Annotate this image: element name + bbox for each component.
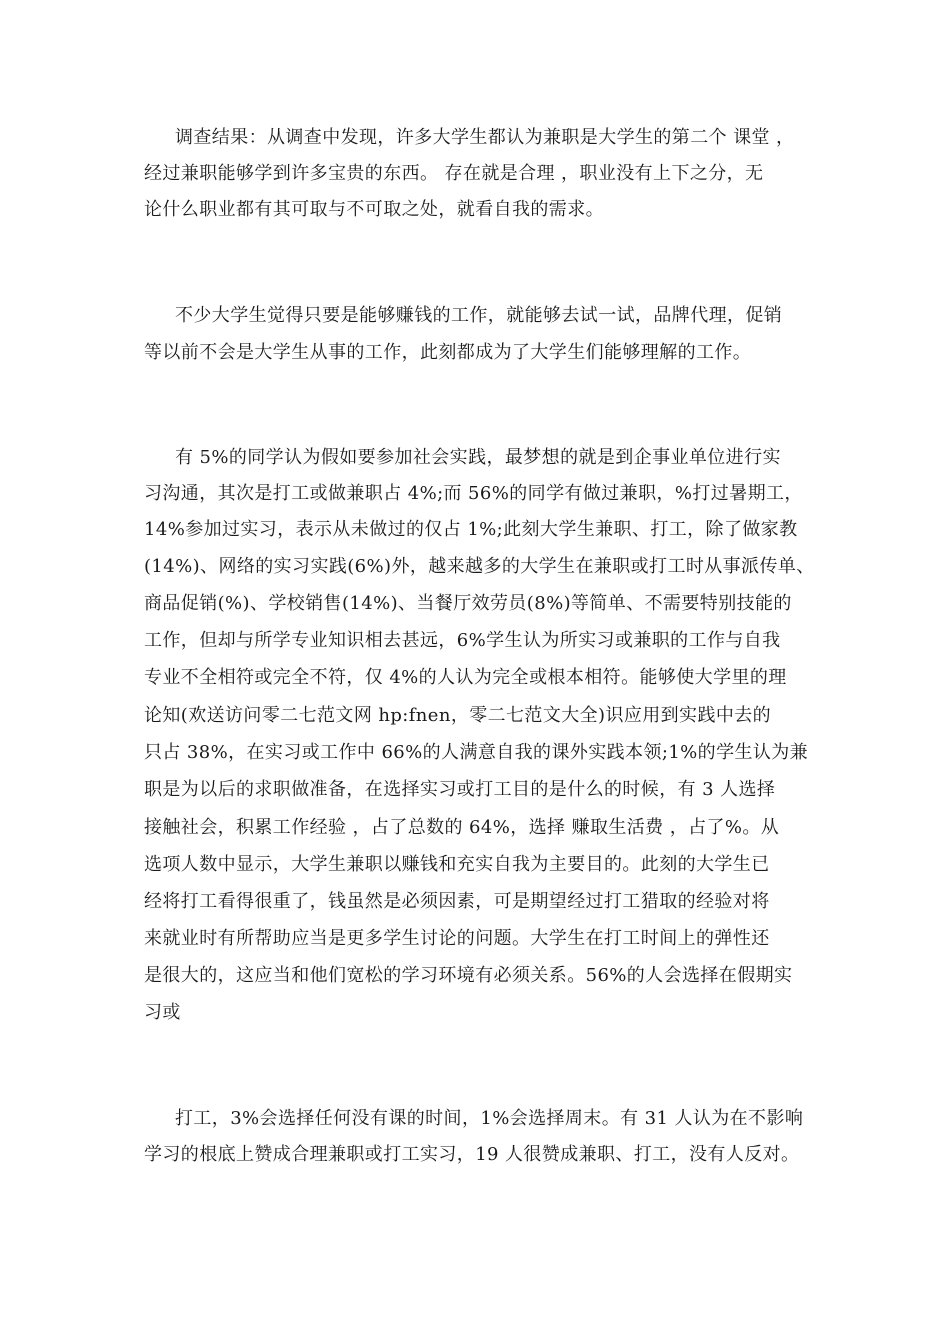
- text-line: 不少大学生觉得只要是能够赚钱的工作，就能够去试一试，品牌代理，促销: [175, 305, 783, 326]
- text-line: 等以前不会是大学生从事的工作，此刻都成为了大学生们能够理解的工作。: [144, 342, 752, 363]
- text-line: 学习的根底上赞成合理兼职或打工实习，19 人很赞成兼职、打工，没有人反对。: [144, 1144, 800, 1165]
- text-line: 接触社会，积累工作经验 ，占了总数的 64%，选择 赚取生活费 ，占了%。从: [144, 817, 780, 838]
- text-line: 经将打工看得很重了，钱虽然是必须因素，可是期望经过打工猎取的经验对将: [144, 891, 770, 912]
- text-line: 14%参加过实习，表示从未做过的仅占 1%;此刻大学生兼职、打工，除了做家教: [144, 519, 798, 540]
- text-line: 工作，但却与所学专业知识相去甚远，6%学生认为所实习或兼职的工作与自我: [144, 630, 781, 651]
- text-line: 论知(欢送访问零二七范文网 hp:fnen，零二七范文大全)识应用到实践中去的: [144, 705, 772, 726]
- text-line: 习沟通，其次是打工或做兼职占 4%;而 56%的同学有做过兼职，%打过暑期工，: [144, 483, 803, 504]
- text-line: 打工，3%会选择任何没有课的时间，1%会选择周末。有 31 人认为在不影响: [175, 1108, 804, 1129]
- text-line: (14%)、网络的实习实践(6%)外，越来越多的大学生在兼职或打工时从事派传单、: [144, 556, 815, 577]
- text-line: 只占 38%，在实习或工作中 66%的人满意自我的课外实践本领;1%的学生认为兼: [144, 742, 809, 763]
- text-line: 来就业时有所帮助应当是更多学生讨论的问题。大学生在打工时间上的弹性还: [144, 928, 770, 949]
- text-line: 经过兼职能够学到许多宝贵的东西。 存在就是合理 ，职业没有上下之分，无: [144, 163, 764, 184]
- text-line: 选项人数中显示，大学生兼职以赚钱和充实自我为主要目的。此刻的大学生已: [144, 854, 770, 875]
- text-line: 有 5%的同学认为假如要参加社会实践，最梦想的就是到企事业单位进行实: [175, 447, 781, 468]
- text-line: 职是为以后的求职做准备，在选择实习或打工目的是什么的时候，有 3 人选择: [144, 779, 776, 800]
- text-line: 商品促销(%)、学校销售(14%)、当餐厅效劳员(8%)等简单、不需要特别技能的: [144, 593, 792, 614]
- text-line: 习或: [144, 1002, 181, 1023]
- text-line: 专业不全相符或完全不符，仅 4%的人认为完全或根本相符。能够使大学里的理: [144, 667, 787, 688]
- text-line: 调查结果：从调查中发现，许多大学生都认为兼职是大学生的第二个 课堂 ，: [175, 127, 795, 148]
- text-line: 是很大的，这应当和他们宽松的学习环境有必须关系。56%的人会选择在假期实: [144, 965, 793, 986]
- text-line: 论什么职业都有其可取与不可取之处，就看自我的需求。: [144, 199, 604, 220]
